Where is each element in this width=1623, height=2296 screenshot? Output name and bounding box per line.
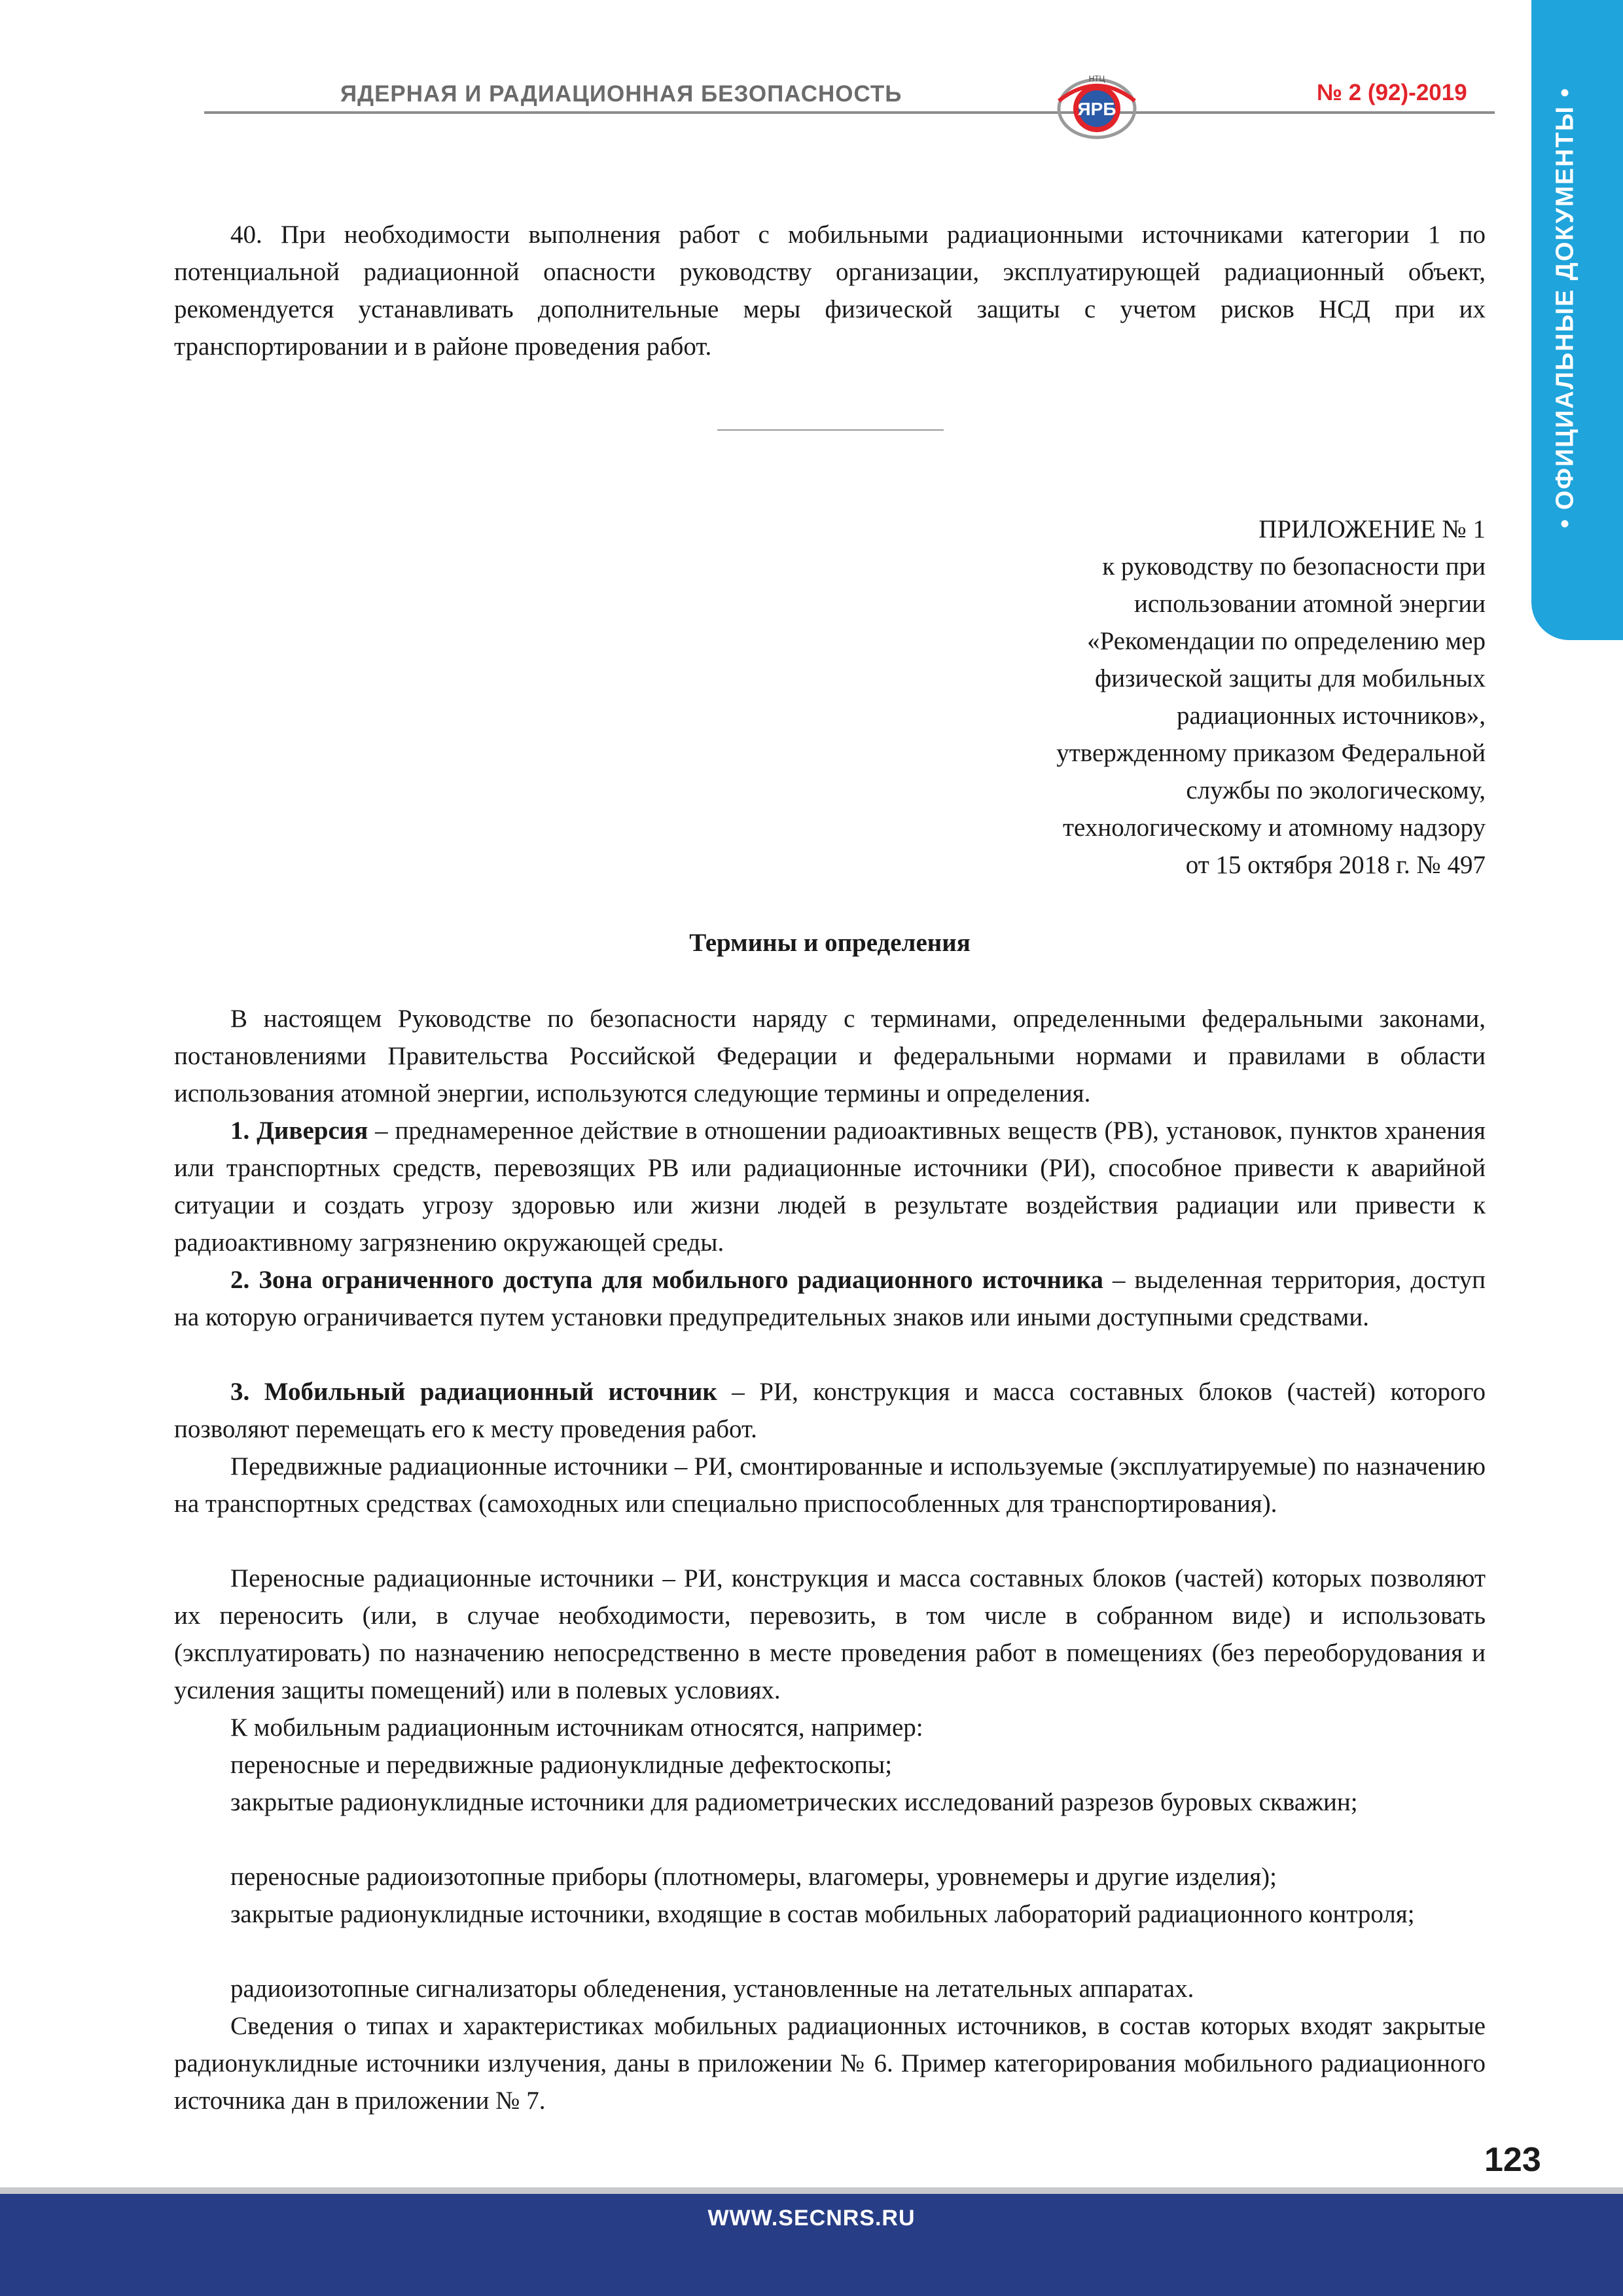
appendix-line: «Рекомендации по определению мер (1087, 627, 1486, 655)
appendix-line: утвержденному приказом Федеральной (1056, 739, 1486, 767)
term-2-name: 2. Зона ограниченного доступа для мобильного радиационного источника (230, 1266, 1103, 1294)
logo-text: ЯРБ (1077, 99, 1116, 119)
appendix-line: от 15 октября 2018 г. № 497 (1185, 851, 1486, 879)
appendix-line: технологическому и атомному надзору (1063, 814, 1486, 842)
term-1-paragraph (174, 1112, 1486, 1261)
term-2-paragraph (174, 1261, 1486, 1336)
appendix-block (897, 511, 1486, 884)
appendix-line: использовании атомной энергии (1134, 590, 1486, 618)
separator (717, 429, 944, 431)
list-item: переносные радиоизотопные приборы (плотномеры, влагомеры, уровнемеры и другие изделия); (230, 1863, 1277, 1891)
portable-sources-paragraph: Переносные радиационные источники – РИ, конструкция и масса составных блоков (частей) которых позволяют их переносить (или, в случае необходимости, перевозить, в том числе в собранном виде) и использовать (эксплуатировать) по назначению непосредственно в месте проведения работ в помещениях (без переоборудования и усиления защиты помещений) или в полевых условиях. (174, 1564, 1486, 1704)
list-item: переносные и передвижные радионуклидные дефектоскопы; (230, 1751, 893, 1779)
footer-url-link[interactable]: WWW.SECNRS.RU (707, 2206, 916, 2231)
intro-paragraph: 40. При необходимости выполнения работ с мобильными радиационными источниками категории 1 по потенциальной радиационной опасности руководству организации, эксплуатирующей радиационный объект, рекомендуется устанавливать дополнительные меры физической защиты с учетом рисков НСД при их транспортировании и в районе проведения работ. (174, 221, 1486, 361)
issue-number: № 2 (92)-2019 (1317, 80, 1467, 105)
footer-shadow (0, 2187, 1623, 2194)
list-intro: К мобильным радиационным источникам относятся, например: (230, 1713, 923, 1742)
term-3-definition: – РИ, конструкция и масса составных блоков (частей) которого позволяют перемещать его к месту проведения работ. (174, 1378, 1486, 1443)
mobile-sources-paragraph: Передвижные радиационные источники – РИ, смонтированные и используемые (эксплуатируемые) по назначению на транспортных средствах (самоходных или специально приспособленных для транспортирования). (174, 1452, 1486, 1518)
page-number: 123 (1484, 2141, 1541, 2179)
term-1-name: 1. Диверсия (230, 1117, 368, 1145)
logo-small-text: НТЦ (1088, 74, 1105, 83)
appendix-line: радиационных источников», (1177, 702, 1486, 730)
list-item: закрытые радионуклидные источники, входящие в состав мобильных лабораторий радиационного контроля; (230, 1900, 1415, 1928)
appendix-line: физической защиты для мобильных (1094, 664, 1486, 692)
closing-paragraph: Сведения о типах и характеристиках мобильных радиационных источников, в состав которых входят закрытые радионуклидные источники излучения, даны в приложении № 6. Пример категорирования мобильного радиационного источника дан в приложении № 7. (174, 2012, 1486, 2115)
appendix-line: службы по экологическому, (1186, 776, 1486, 804)
term-3-paragraph (174, 1373, 1486, 1448)
appendix-line: к руководству по безопасности при (1102, 552, 1486, 581)
list-item: радиоизотопные сигнализаторы обледенения, установленные на летательных аппаратах. (230, 1975, 1194, 2003)
header-rule (204, 111, 1495, 114)
appendix-line: ПРИЛОЖЕНИЕ № 1 (1258, 515, 1486, 543)
term-3-name: 3. Мобильный радиационный источник (230, 1378, 717, 1406)
journal-title: ЯДЕРНАЯ И РАДИАЦИОННАЯ БЕЗОПАСНОСТЬ (340, 81, 902, 107)
journal-logo-icon (1046, 68, 1148, 144)
term-1-definition: – преднамеренное действие в отношении радиоактивных веществ (РВ), установок, пунктов хранения или транспортных средств, перевозящих РВ или радиационные источники (РИ), способное привести к аварийной ситуации и создать угрозу здоровью или жизни людей в результате воздействия радиации или привести к радиоактивному загрязнению окружающей среды. (174, 1117, 1486, 1257)
section-title: Термины и определения (689, 929, 971, 957)
list-item: закрытые радионуклидные источники для радиометрических исследований разрезов буровых скважин; (230, 1788, 1358, 1816)
term-2-definition: – выделенная территория, доступ на которую ограничивается путем установки предупредительных знаков или иными доступными средствами. (174, 1266, 1486, 1331)
terms-intro-paragraph: В настоящем Руководстве по безопасности наряду с терминами, определенными федеральными законами, постановлениями Правительства Российской Федерации и федеральными нормами и правилами в области использования атомной энергии, используются следующие термины и определения. (174, 1005, 1486, 1107)
side-tab-label: • ОФИЦИАЛЬНЫЕ ДОКУМЕНТЫ • (1551, 87, 1579, 528)
